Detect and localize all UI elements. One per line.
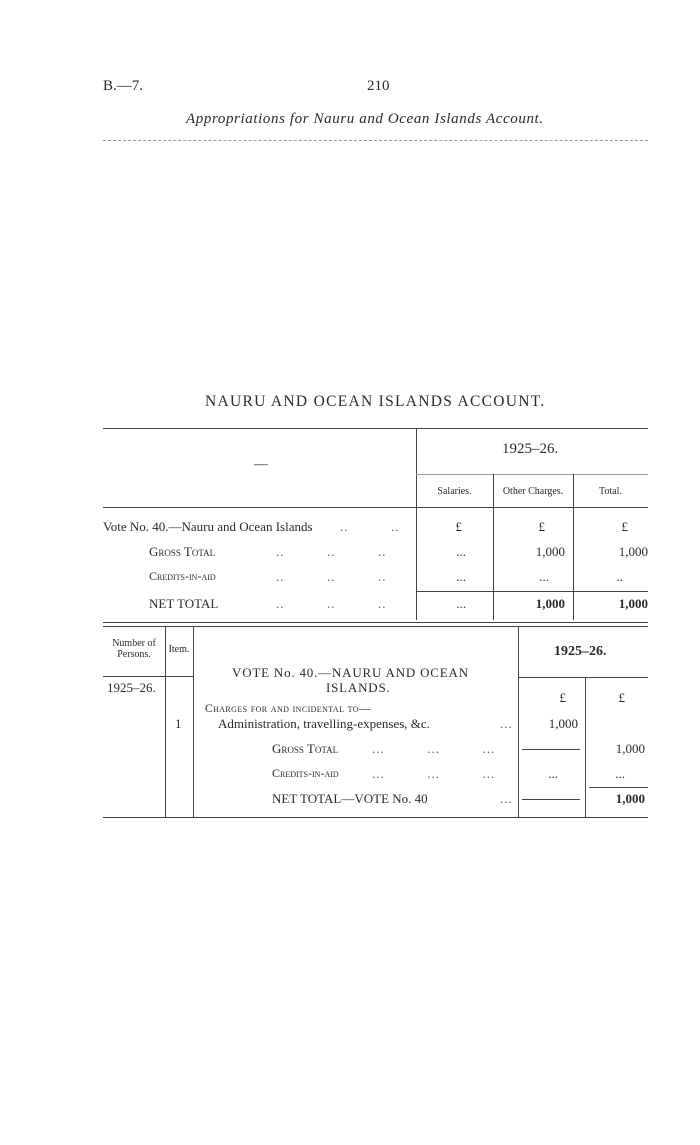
detail-credits-label: Credits-in-aid <box>272 766 339 780</box>
summary-net-salaries: ... <box>456 596 466 611</box>
account-heading: NAURU AND OCEAN ISLANDS ACCOUNT. <box>205 393 546 410</box>
summary-net-other: 1,000 <box>535 596 565 611</box>
summary-net-label: NET TOTAL <box>149 596 219 611</box>
summary-gross-other: 1,000 <box>535 544 565 559</box>
header-rule <box>103 140 648 141</box>
detail-gross-dots: ... ... ... <box>372 741 496 756</box>
summary-year: 1925–26. <box>502 441 559 457</box>
summary-currency-other: £ <box>538 519 545 534</box>
detail-item-number: 1 <box>175 716 182 731</box>
running-title: Appropriations for Nauru and Ocean Islands Account. <box>186 111 544 127</box>
detail-divider-item <box>193 626 194 817</box>
detail-top-rule-2 <box>103 626 648 627</box>
summary-net-total: 1,000 <box>618 596 648 611</box>
detail-charges-heading: Charges for and incidental to— <box>205 703 371 715</box>
detail-net-label: NET TOTAL—VOTE No. 40 <box>272 791 428 806</box>
detail-year-left: 1925–26. <box>107 680 156 695</box>
detail-vote-title-2: ISLANDS. <box>326 680 391 695</box>
detail-item-dots: ... <box>500 716 513 731</box>
detail-currency-right: £ <box>618 690 625 705</box>
detail-col-item: Item. <box>168 644 190 655</box>
detail-credits-left: ... <box>548 766 558 781</box>
summary-header-rule <box>103 507 648 508</box>
summary-credits-label: Credits-in-aid <box>149 569 216 583</box>
summary-top-rule <box>103 428 648 429</box>
detail-header-rule-left <box>103 676 193 677</box>
detail-item-amount: 1,000 <box>548 716 578 731</box>
detail-net-rule <box>589 787 648 788</box>
detail-net-amount: 1,000 <box>615 791 645 806</box>
summary-gross-dots: .. .. .. <box>276 544 387 559</box>
detail-item-text: Administration, travelling-expenses, &c. <box>218 716 430 731</box>
summary-vote-dots: .. .. <box>340 519 400 534</box>
detail-net-dash-rule <box>522 799 580 800</box>
summary-col-salaries: Salaries. <box>437 486 472 497</box>
detail-net-dots: ... <box>500 791 513 806</box>
detail-bottom-rule <box>103 817 648 818</box>
detail-year-right: 1925–26. <box>554 644 607 659</box>
detail-col-number: Number of Persons. <box>112 638 156 660</box>
summary-col-total: Total. <box>599 486 622 497</box>
summary-currency-total: £ <box>621 519 628 534</box>
summary-credits-dots: .. .. .. <box>276 569 387 584</box>
detail-vote-title-1: VOTE No. 40.—NAURU AND OCEAN <box>232 665 469 680</box>
detail-credits-right: ... <box>615 766 625 781</box>
page-ref: B.—7. <box>103 78 144 94</box>
summary-dash: — <box>254 457 268 472</box>
summary-currency-salaries: £ <box>455 519 462 534</box>
summary-net-rule <box>416 591 648 592</box>
page-number: 210 <box>367 78 390 94</box>
summary-credits-other: ... <box>539 569 549 584</box>
summary-year-rule <box>416 474 648 475</box>
detail-credits-dots: ... ... ... <box>372 766 496 781</box>
summary-credits-total: .. <box>616 569 623 584</box>
summary-credits-salaries: ... <box>456 569 466 584</box>
detail-gross-rule <box>522 749 580 750</box>
summary-gross-total: 1,000 <box>618 544 648 559</box>
detail-gross-label: Gross Total <box>272 741 339 756</box>
summary-vote-label: Vote No. 40.—Nauru and Ocean Islands <box>103 519 313 534</box>
summary-net-dots: .. .. .. <box>276 596 387 611</box>
summary-col-other: Other Charges. <box>502 486 564 497</box>
detail-header-rule-right <box>518 677 648 678</box>
detail-top-rule <box>103 622 648 623</box>
summary-gross-salaries: ... <box>456 544 466 559</box>
summary-gross-label: Gross Total <box>149 544 216 559</box>
detail-currency-left: £ <box>559 690 566 705</box>
detail-gross-amount: 1,000 <box>615 741 645 756</box>
